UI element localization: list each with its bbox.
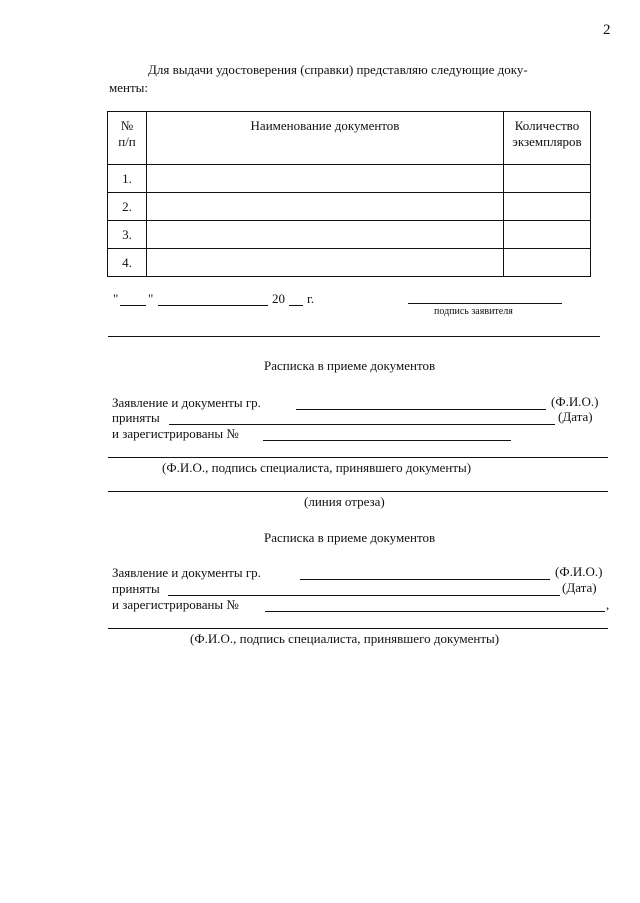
receipt2-specialist-caption: (Ф.И.О., подпись специалиста, принявшего документы) xyxy=(190,631,500,646)
receipt2-registered-label: и зарегистрированы № xyxy=(112,597,239,612)
receipt2-statement-label: Заявление и документы гр. xyxy=(112,565,261,580)
table-row xyxy=(108,165,591,193)
document-name-cell[interactable] xyxy=(147,165,504,193)
receipt2-accepted-label: приняты xyxy=(112,581,160,596)
receipt1-specialist-line[interactable] xyxy=(108,457,608,458)
receipt2-fio-hint: (Ф.И.О.) xyxy=(555,564,603,579)
year-blank-line[interactable] xyxy=(289,305,303,306)
row-number: 4. xyxy=(108,249,147,277)
applicant-signature-line[interactable] xyxy=(408,303,562,304)
document-name-cell[interactable] xyxy=(147,221,504,249)
document-name-cell[interactable] xyxy=(147,249,504,277)
row-number: 1. xyxy=(108,165,147,193)
quantity-cell[interactable] xyxy=(504,193,591,221)
receipt1-fio-line[interactable] xyxy=(296,409,546,410)
document-name-cell[interactable] xyxy=(147,193,504,221)
header-document-name: Наименование документов xyxy=(147,112,504,165)
quantity-cell[interactable] xyxy=(504,165,591,193)
receipt1-registered-label: и зарегистрированы № xyxy=(112,426,239,441)
page-number: 2 xyxy=(603,22,611,38)
date-quote-open: " xyxy=(113,291,119,306)
receipt2-title: Расписка в приеме документов xyxy=(264,530,436,545)
documents-table xyxy=(107,111,591,277)
year-prefix: 20 xyxy=(272,291,285,306)
divider-line xyxy=(108,336,600,337)
header-number: № п/п xyxy=(108,112,147,165)
year-suffix: г. xyxy=(307,291,315,306)
table-row xyxy=(108,193,591,221)
receipt1-title: Расписка в приеме документов xyxy=(264,358,436,373)
header-quantity: Количество экземпляров xyxy=(504,112,591,165)
date-quote-close: " xyxy=(148,291,154,306)
receipt1-registration-line[interactable] xyxy=(263,440,511,441)
quantity-cell[interactable] xyxy=(504,221,591,249)
receipt1-date-line[interactable] xyxy=(169,424,555,425)
month-blank-line[interactable] xyxy=(158,305,268,306)
table-row xyxy=(108,249,591,277)
table-header-row xyxy=(108,112,591,165)
receipt1-date-hint: (Дата) xyxy=(558,409,593,424)
quantity-cell[interactable] xyxy=(504,249,591,277)
receipt2-registration-line[interactable] xyxy=(265,611,605,612)
receipt2-end-comma: , xyxy=(606,597,610,612)
row-number: 2. xyxy=(108,193,147,221)
day-blank-line[interactable] xyxy=(120,305,146,306)
receipt1-statement-label: Заявление и документы гр. xyxy=(112,395,261,410)
receipt1-fio-hint: (Ф.И.О.) xyxy=(551,394,599,409)
cut-line xyxy=(108,491,608,492)
cut-line-caption: (линия отреза) xyxy=(304,494,385,509)
intro-text-line2: менты: xyxy=(109,80,148,95)
receipt2-specialist-line[interactable] xyxy=(108,628,608,629)
receipt2-date-hint: (Дата) xyxy=(562,580,597,595)
receipt2-date-line[interactable] xyxy=(168,595,560,596)
table-row xyxy=(108,221,591,249)
intro-text-line1: Для выдачи удостоверения (справки) представляю следующие доку- xyxy=(148,62,528,77)
row-number: 3. xyxy=(108,221,147,249)
signature-caption: подпись заявителя xyxy=(434,306,513,317)
receipt1-specialist-caption: (Ф.И.О., подпись специалиста, принявшего документы) xyxy=(162,460,472,475)
receipt2-fio-line[interactable] xyxy=(300,579,550,580)
receipt1-accepted-label: приняты xyxy=(112,410,160,425)
